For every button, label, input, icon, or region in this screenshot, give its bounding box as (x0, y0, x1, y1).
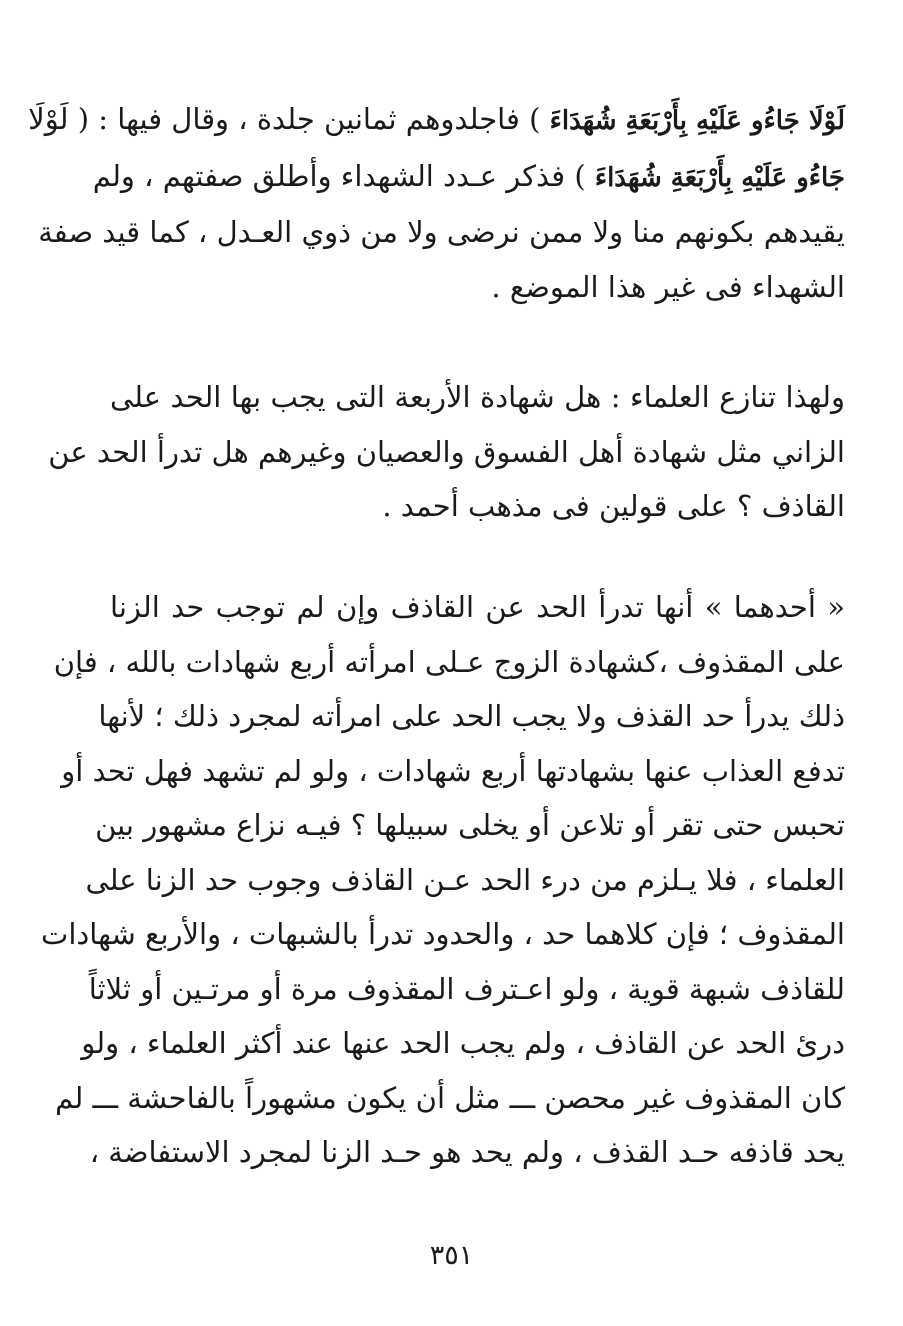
line-text: فاجلدوهم ثمانين جلدة ، وقال فيها : ( لَوْلَا (28, 102, 520, 136)
text-line: للقاذف شبهة قوية ، ولو اعـترف المقذوف مرة أو مرتـين أو ثلاثاً (88, 971, 845, 1006)
text-line: القاذف ؟ على قولين فى مذهب أحمد . (382, 489, 845, 523)
paragraph-1 (28, 92, 845, 314)
text-line: المقذوف ؛ فإن كلاهما حد ، والحدود تدرأ بالشبهات ، والأربع شهادات (41, 917, 845, 951)
text-line: الشهداء فى غير هذا الموضع . (491, 269, 845, 304)
quran-verse: لَوْلَا جَاءُو عَلَيْهِ بِأَرْبَعَةِ شُهَدَاءَ (549, 106, 845, 136)
line-text: ) فذكر عـدد الشهداء وأطلق صفتهم ، ولم (92, 158, 586, 193)
text-line: « أحدهما » أنها تدرأ الحد عن القاذف وإن لم توجب حد الزنا (110, 590, 845, 624)
text-line: يحد قاذفه حـد القذف ، ولم يحد هو حـد الزنا لمجرد الاستفاضة ، (89, 1135, 845, 1169)
text-line: لَوْلَا جَاءُو عَلَيْهِ بِأَرْبَعَةِ شُهَدَاءَ ) فاجلدوهم ثمانين جلدة ، وقال فيها : ( لَوْلَا (28, 102, 845, 136)
text-line: كان المقذوف غير محصن ـــ مثل أن يكون مشهوراً بالفاحشة ـــ لم (55, 1080, 845, 1115)
paragraph-2 (48, 370, 845, 534)
text-line: العلماء ، فلا يـلزم من درء الحد عـن القاذف وجوب حد الزنا على (85, 862, 845, 897)
quran-verse: جَاءُو عَلَيْهِ بِأَرْبَعَةِ شُهَدَاءَ (594, 162, 845, 193)
text-line: ذلك يدرأ حد القذف ولا يجب الحد على امرأته لمجرد ذلك ؛ لأنها (98, 699, 845, 733)
text-line: يقيدهم بكونهم منا ولا ممن نرضى ولا من ذوي العـدل ، كما قيد صفة (38, 215, 845, 249)
text-line: على المقذوف ،كشهادة الزوج عـلى امرأته أربع شهادات بالله ، فإن (53, 644, 845, 679)
text-line: تحبس حتى تقر أو تلاعن أو يخلى سبيلها ؟ فيـه نزاع مشهور بين (95, 808, 845, 842)
text-line: الزاني مثل شهادة أهل الفسوق والعصيان وغيرهم هل تدرأ الحد عن (48, 434, 845, 469)
text-line (92, 149, 845, 206)
text-line: تدفع العذاب عنها بشهادتها أربع شهادات ، ولو لم تشهد فهل تحد أو (61, 753, 845, 788)
paragraph-3 (41, 580, 845, 1180)
text-line: ولهذا تنازع العلماء : هل شهادة الأربعة التى يجب بها الحد على (110, 380, 845, 414)
page-number: ٣٥١ (429, 1240, 474, 1271)
text-line: درئ الحد عن القاذف ، ولم يجب الحد عنها عند أكثر العلماء ، ولو (81, 1026, 845, 1060)
